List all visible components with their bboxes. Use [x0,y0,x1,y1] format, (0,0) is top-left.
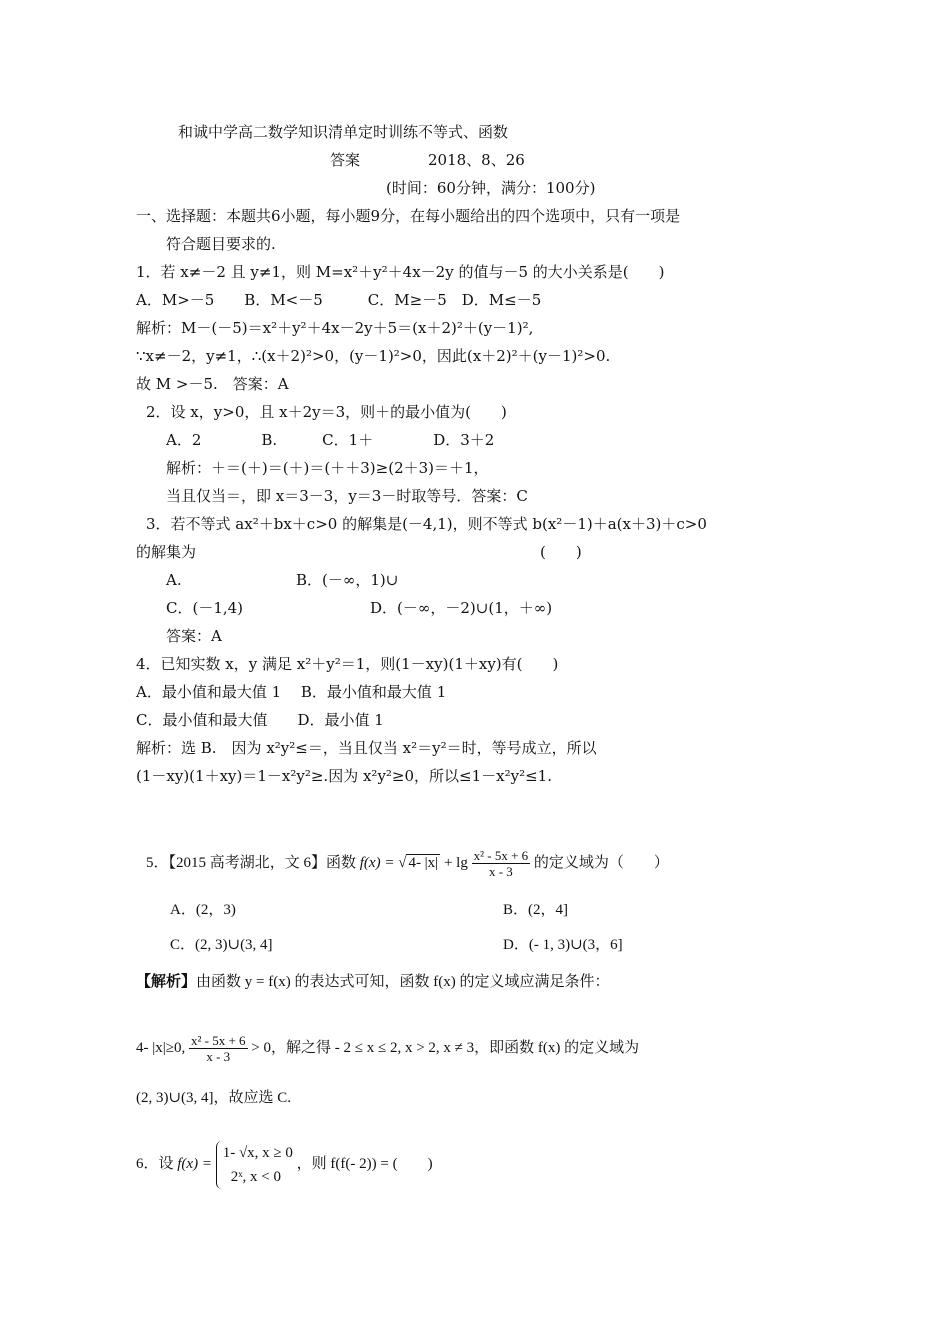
q6-stem [136,1136,433,1192]
q6-case-2: 2ˣ, x < 0 [230,1168,281,1185]
q4-solution-2: (1－xy)(1＋xy)＝1－x²y²≥.因为 x²y²≥0，所以≤1－x²y²≤1. [136,767,552,785]
q1-solution-1: 解析：M－(－5)＝x²＋y²＋4x－2y＋5＝(x＋2)²＋(y－1)², [136,319,534,337]
q3-option-c: C．(－1,4) [166,599,244,617]
q3-option-a: A. [166,571,182,589]
q2-options: A．2 B. C．1＋ D．3＋2 [166,431,495,449]
q3-option-d: D．(－∞，－2)∪(1，＋∞) [370,599,553,617]
q6-piecewise [216,1141,293,1189]
q5-suffix: 的定义域为（ ） [533,855,669,871]
time-info: (时间：60分钟，满分：100分) [386,179,596,197]
q3-stem-2: 的解集为 [136,543,197,561]
q2-stem: 2．设 x，y>0，且 x＋2y＝3，则＋的最小值为( ) [146,403,507,421]
sqrt-symbol: √ [398,855,407,871]
q5-cond-rhs: > 0，解之得 - 2 ≤ x ≤ 2, x > 2, x ≠ 3，即函数 f(x) 的定义域为 [251,1040,640,1056]
q5-cond-num: x² - 5x + 6 [190,1033,246,1049]
q5-solution-head: 【解析】 [136,974,197,990]
q2-solution-2: 当且仅当＝，即 x＝3－3，y＝3－时取等号．答案：C [166,487,528,505]
q5-stem [146,845,669,881]
q5-option-c: C．(2, 3)∪(3, 4] [170,937,273,953]
q1-solution-3: 故 M >－5. 答案：A [136,375,289,393]
q5-option-d: D．(- 1, 3)∪(3，6] [503,937,623,953]
date: 2018、8、26 [428,151,525,169]
q3-answer: 答案：A [166,627,222,645]
q5-solution-line [136,972,609,992]
q5-plus-lg: + lg [440,855,468,871]
q5-func-lhs: f(x) = [359,855,399,871]
q1-stem: 1．若 x≠－2 且 y≠1，则 M=x²＋y²＋4x－2y 的值与－5 的大小关系是( ) [136,263,665,281]
page-title: 和诚中学高二数学知识清单定时训练不等式、函数 [178,123,509,141]
q5-cond-fraction [189,1033,248,1064]
q3-option-b: B．(－∞，1)∪ [296,571,399,589]
q5-sqrt-body: 4- |x| [408,855,439,871]
q5-condition-line [136,1028,639,1068]
q5-prefix: 5．【2015 高考湖北，文 6】函数 [146,855,357,871]
q5-conclusion: (2, 3)∪(3, 4]，故应选 C. [136,1090,292,1106]
q5-option-a: A．(2，3) [170,902,236,918]
q1-solution-2: ∵x≠－2，y≠1，∴(x＋2)²>0，(y－1)²>0，因此(x＋2)²＋(y－1)²>0. [136,347,611,365]
q2-solution-1: 解析：＋＝(＋)＝(＋)＝(＋＋3)≥(2＋3)＝＋1， [166,459,489,477]
q5-option-b: B．(2，4] [503,902,568,918]
q6-prefix: 6．设 [136,1156,174,1172]
q5-frac-den: x - 3 [488,864,513,880]
q4-stem: 4．已知实数 x，y 满足 x²＋y²＝1，则(1－xy)(1＋xy)有( ) [136,655,559,673]
q6-case-1: 1- √x, x ≥ 0 [222,1144,293,1161]
q5-solution-text: 由函数 y = f(x) 的表达式可知，函数 f(x) 的定义域应满足条件： [196,974,610,990]
q3-stem-1: 3．若不等式 ax²＋bx＋c>0 的解集是(－4,1)，则不等式 b(x²－1)＋a(x＋3)＋c>0 [146,515,707,533]
q4-options-1: A．最小值和最大值 1 B．最小值和最大值 1 [136,683,447,701]
section-heading-cont: 符合题目要求的. [166,235,276,253]
q6-func: f(x) = [177,1156,216,1172]
q6-suffix: ，则 f(f(- 2)) = ( ) [296,1156,433,1172]
section-heading: 一、选择题：本题共6小题，每小题9分，在每小题给出的四个选项中，只有一项是 [136,207,681,225]
q4-solution-1: 解析：选 B. 因为 x²y²≤＝，当且仅当 x²＝y²＝时，等号成立，所以 [136,739,597,757]
q4-options-2: C．最小值和最大值 D．最小值 1 [136,711,384,729]
q1-options: A．M>－5 B．M<－5 C．M≥－5 D．M≤－5 [136,291,542,309]
q5-frac-num: x² - 5x + 6 [473,848,529,864]
q5-cond-lhs: 4- |x|≥0, [136,1040,186,1056]
answer-label: 答案 [330,151,361,169]
q5-cond-den: x - 3 [206,1049,231,1065]
q3-answer-paren: ( ) [540,543,582,561]
q5-fraction [472,848,531,879]
